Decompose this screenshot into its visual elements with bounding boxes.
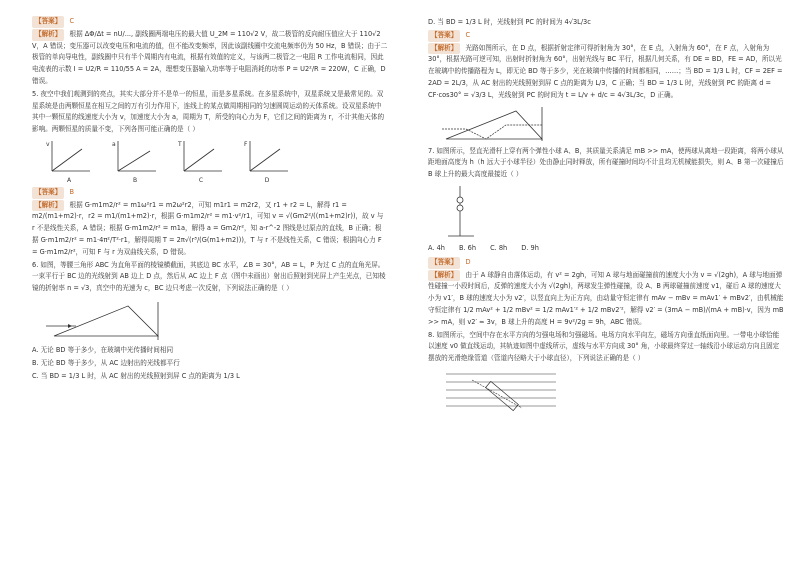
- q6-option-a: A. 无论 BD 等于多少，在玻璃中光传播时间相同: [32, 345, 174, 354]
- answer-block-3: [428, 30, 784, 42]
- graph-d-ylabel: F: [244, 140, 248, 148]
- graph-b-plot: [112, 139, 158, 175]
- q7-option-a: A. 4h: [428, 243, 445, 252]
- graph-d-line: [250, 149, 280, 171]
- q7-option-d: D. 9h: [521, 243, 539, 252]
- question-8: 8. 如图所示，空间中存在水平方向的匀强电场和匀强磁场。电场方向水平向左，磁场方向垂直纸面向里。一带电小球恰能以速度 v0 做直线运动，其轨迹如图中虚线所示，虚线与水平方向成 30° 角，小球最终穿过一轴线沿小球运动方向且固定摆放的光滑绝缘管道（管道内径略大于小球直径），下列说法正确的是（ ）: [428, 330, 780, 363]
- explanation-block-4: [428, 270, 784, 329]
- q5-graph-c: [178, 139, 224, 187]
- answer-badge: 【答案】: [32, 16, 64, 28]
- answer-block-4: [428, 257, 784, 269]
- graph-c-line: [184, 149, 214, 171]
- prism-lightpath-diagram: [442, 105, 552, 143]
- graph-b-label: B: [132, 176, 138, 184]
- right-column: [428, 16, 784, 556]
- question-5: 5. 夜空中我们观测到的亮点，其实大部分并不是单一的恒星，而是多星系统。在多星系统中，双星系统又是最常见的。双星系统是由两颗恒星在相互之间的万有引力作用下，连线上的某点做周期相同的匀速圆周运动的天体系统。设双星系统中其中一颗恒星的线速度大小为 v，加速度大小为 a，周期为 T，所受的向心力为 F，它们之间的距离为 r，不计其他天体的影响。两颗恒星的质量不变，下列各图可能正确的是（ ）: [32, 89, 385, 134]
- answer-value: B: [69, 187, 75, 196]
- answer-value: C: [465, 30, 471, 39]
- graph-b-ylabel: a: [112, 140, 116, 148]
- explanation-block-1: [32, 29, 388, 88]
- graph-a-plot: [46, 139, 92, 175]
- q6-option-d: D. 当 BD = 1/3 L 时，光线射到 PC 的时间为 4√3L/3c: [428, 18, 591, 26]
- q5-graph-d: [244, 139, 290, 187]
- rod-balls-diagram: [442, 184, 482, 240]
- answer-badge: 【答案】: [428, 30, 460, 42]
- question-7: 7. 如图所示，竖直光滑杆上穿有两个弹性小球 A、B，其质量关系满足 mB >> mA，使两球从离地一段距离，将两小球从距地面高度为 h（h 远大于小球半径）处由静止同时释放，所有碰撞时间均不计且均无机械能损失，则 A、B 第一次碰撞后 B 球上升的最大高度最接近（ ）: [428, 146, 784, 179]
- field-tube-diagram: [442, 368, 562, 414]
- graph-d-label: D: [264, 176, 270, 184]
- answer-badge: 【答案】: [428, 257, 460, 269]
- answer-block-1: [32, 16, 388, 28]
- q6-option-b: B. 无论 BD 等于多少，从 AC 边射出的光线都平行: [32, 358, 180, 367]
- answer-value: D: [465, 257, 471, 266]
- explanation-block-2: [32, 200, 388, 259]
- explanation-text: 光路如图所示，在 D 点，根据折射定律可得折射角为 30°，在 E 点，入射角为 60°，在 F 点，入射角为 30°，根据光路可逆可知，出射时折射角为 60°，出射光线与 BC 平行，根据几何关系，有 DE = BD，FE = AD，所以光在玻璃中的传播路程为 L，即无论 BD 等于多少，光在玻璃中传播的时间都相同，……；当 BD = 1/3 L 时，CF = 2EF = 2AD = 2L/3，从 AC 射出的光线照射到屏 C 点的距离为 L/3，C 正确；当 BD = 1/3 L 时，光线射到 PC 的距离 d = CF·cos30° = √3/3 L，光线射到 PC 的时间为 t = L/v + d/c = 4√3L/3c，D 正确。: [428, 43, 783, 99]
- q7-options: [428, 243, 784, 255]
- question-6: 6. 如图，等腰三角形 ABC 为直角平面的棱镜横截面，其底边 BC 水平，∠B = 30°，AB = L，P 为过 C 点的直角光屏。一束平行于 BC 边的光线射到 AB 边上 D 点，然后从 AC 边上 F 点（图中未画出）射出后照射到光屏上产生光点，已知棱镜的折射率 n = √3，真空中的光速为 c，BC 边只考虑一次反射，下列说法正确的是（ ）: [32, 260, 386, 293]
- explanation-badge: 【解析】: [428, 43, 460, 55]
- answer-value: C: [69, 17, 75, 25]
- answer-badge: 【答案】: [32, 187, 64, 199]
- q5-graph-b: [112, 139, 158, 187]
- graph-a-label: A: [66, 176, 72, 184]
- explanation-badge: 【解析】: [428, 270, 460, 282]
- explanation-text: 根据 G·m1m2/r² = m1ω²r1 = m2ω²r2，可知 m1r1 = m2r2，又 r1 + r2 = L，解得 r1 = m2/(m1+m2)·r，r2 = m1/(m1+m2)·r，根据 G·m1m2/r² = m1·v²/r1，可知 v = √(Gm2²/((m1+m2)r))，故 v 与 r 不是线性关系，A 错误；根据 G·m1m2/r² = m1a，解得 a = Gm2/r²，知 a-r^-2 图线是过原点的直线，B 正确；根据 G·m1m2/r² = m1·4π²/T²·r1，解得周期 T = 2π√(r³/(G(m1+m2)))，T 与 r 不是线性关系，C 错误；根据向心力 F = G·m1m2/r²，可知 F 与 r 为双曲线关系，D 错误。: [32, 200, 384, 256]
- explanation-block-3: [428, 43, 784, 102]
- explanation-badge: 【解析】: [32, 200, 64, 212]
- graph-a-line: [52, 149, 82, 171]
- graph-d-plot: [244, 139, 290, 175]
- explanation-text: 由于 A 球静自由落体运动，有 v² = 2gh，可知 A 球与地面碰撞前的速度大小为 v = √(2gh)，A 球与地面弹性碰撞一小段时间后，反弹的速度大小为 √(2gh)，两球发生弹性碰撞，设 A、B 两球碰撞前速度 v1，碰后 A 球的速度大小为 v1′，B 球的速度大小为 v2′，以竖直向上为正方向，由动量守恒定律有 mAv − mBv = mAv1′ + mBv2′，由机械能守恒定律有 1/2 mAv² + 1/2 mBv² = 1/2 mAv1′² + 1/2 mBv2′²，解得 v2′ = (3mA − mB)/(mA + mB)·v，因为 mB >> mA，则 v2′ ≈ 3v，B 球上升的高度 H = 9v²/2g = 9h，ABC 错误。: [428, 270, 784, 326]
- q5-graph-options: [46, 139, 388, 187]
- explanation-badge: 【解析】: [32, 29, 64, 41]
- graph-c-ylabel: T: [178, 140, 182, 148]
- prism-diagram: [46, 298, 166, 342]
- q7-option-b: B. 6h: [458, 243, 477, 252]
- graph-c-label: C: [198, 176, 204, 184]
- answer-block-2: [32, 187, 388, 199]
- graph-c-plot: [178, 139, 224, 175]
- graph-a-ylabel: v: [46, 140, 50, 148]
- explanation-text: 根据 ΔΦ/Δt = nU/..., 副线圈两端电压的最大值 U_2M = 110√2 V，故二极管的反向耐压值应大于 110√2 V，A 错误；变压器可以改变电压和电流的值，但不能改变频率，因此该副线圈中交流电频率仍为 50 Hz，B 错误；由于二极管的单向导电性，副线圈中只有半个周期内有电流，根据有效值的定义，与该两二极管之一电阻 R 工作电流相同，因此电流表的示数 I = U2/R = 110/55 A = 2A，理想变压器输入功率等于电阻消耗的功率 P = U2²/R = 220W，C 正确，D 错误。: [32, 29, 388, 85]
- q6-option-c: C. 当 BD = 1/3 L 时，从 AC 射出的光线照射到屏 C 点的距离为 1/3 L: [32, 371, 240, 380]
- q7-option-c: C. 8h: [490, 243, 508, 252]
- left-column: [32, 16, 388, 556]
- q5-graph-a: [46, 139, 92, 187]
- graph-b-line: [118, 151, 150, 171]
